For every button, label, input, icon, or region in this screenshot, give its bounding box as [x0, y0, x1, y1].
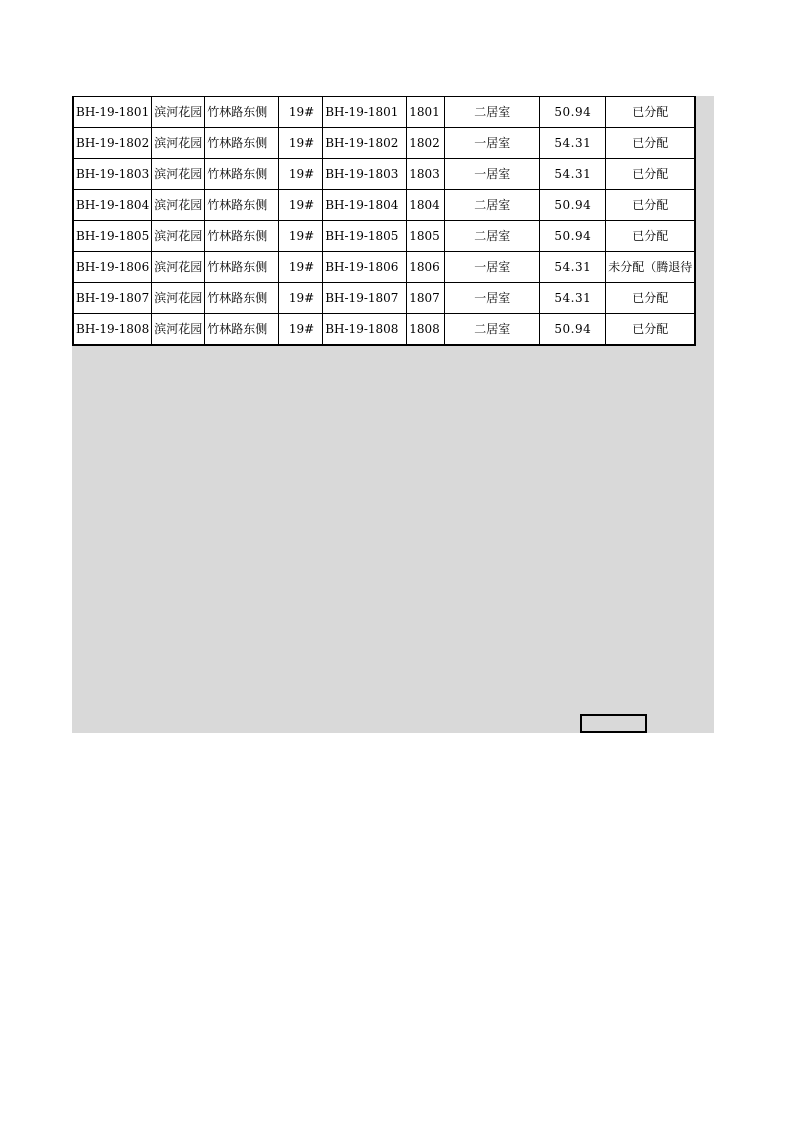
cell-code[interactable]: BH-19-1804	[73, 190, 152, 221]
cell-code[interactable]: BH-19-1808	[73, 314, 152, 345]
table-row	[73, 283, 695, 314]
cell-status[interactable]: 已分配	[606, 128, 696, 159]
cell-area[interactable]: 50.94	[540, 314, 606, 345]
cell-location[interactable]: 竹林路东侧	[205, 159, 279, 190]
cell-location[interactable]: 竹林路东侧	[205, 314, 279, 345]
cell-room[interactable]: 1802	[407, 128, 445, 159]
cell-area[interactable]: 54.31	[540, 252, 606, 283]
cell-room[interactable]: 1807	[407, 283, 445, 314]
cell-area[interactable]: 50.94	[540, 190, 606, 221]
cell-unit-code[interactable]: BH-19-1805	[323, 221, 407, 252]
table-row	[73, 190, 695, 221]
cell-code[interactable]: BH-19-1803	[73, 159, 152, 190]
cell-code[interactable]: BH-19-1801	[73, 97, 152, 128]
cell-unit-code[interactable]: BH-19-1806	[323, 252, 407, 283]
cell-location[interactable]: 竹林路东侧	[205, 221, 279, 252]
cell-community[interactable]: 滨河花园	[152, 128, 205, 159]
cell-area[interactable]: 54.31	[540, 283, 606, 314]
table-row	[73, 221, 695, 252]
cell-building[interactable]: 19#	[279, 97, 323, 128]
cell-unit-code[interactable]: BH-19-1802	[323, 128, 407, 159]
cell-location[interactable]: 竹林路东侧	[205, 252, 279, 283]
cell-unit-code[interactable]: BH-19-1801	[323, 97, 407, 128]
cell-status[interactable]: 已分配	[606, 159, 696, 190]
cell-code[interactable]: BH-19-1802	[73, 128, 152, 159]
cell-area[interactable]: 54.31	[540, 159, 606, 190]
cell-building[interactable]: 19#	[279, 314, 323, 345]
cell-location[interactable]: 竹林路东侧	[205, 97, 279, 128]
table-row	[73, 97, 695, 128]
cell-building[interactable]: 19#	[279, 221, 323, 252]
cell-room[interactable]: 1806	[407, 252, 445, 283]
cell-status[interactable]: 已分配	[606, 283, 696, 314]
cell-room[interactable]: 1804	[407, 190, 445, 221]
cell-status[interactable]: 未分配（腾退待	[606, 252, 696, 283]
cell-layout[interactable]: 二居室	[445, 97, 540, 128]
cell-layout[interactable]: 一居室	[445, 252, 540, 283]
table-row	[73, 159, 695, 190]
cell-community[interactable]: 滨河花园	[152, 283, 205, 314]
cell-building[interactable]: 19#	[279, 159, 323, 190]
cell-community[interactable]: 滨河花园	[152, 97, 205, 128]
cell-layout[interactable]: 二居室	[445, 190, 540, 221]
cell-unit-code[interactable]: BH-19-1808	[323, 314, 407, 345]
cell-building[interactable]: 19#	[279, 252, 323, 283]
cell-location[interactable]: 竹林路东侧	[205, 128, 279, 159]
cell-area[interactable]: 50.94	[540, 221, 606, 252]
table-row	[73, 314, 695, 345]
cell-room[interactable]: 1808	[407, 314, 445, 345]
cell-code[interactable]: BH-19-1807	[73, 283, 152, 314]
cell-layout[interactable]: 一居室	[445, 128, 540, 159]
cell-room[interactable]: 1801	[407, 97, 445, 128]
cell-layout[interactable]: 一居室	[445, 283, 540, 314]
cell-room[interactable]: 1805	[407, 221, 445, 252]
housing-table	[72, 96, 696, 346]
cell-unit-code[interactable]: BH-19-1803	[323, 159, 407, 190]
cell-unit-code[interactable]: BH-19-1804	[323, 190, 407, 221]
cell-code[interactable]: BH-19-1805	[73, 221, 152, 252]
cell-location[interactable]: 竹林路东侧	[205, 283, 279, 314]
cell-layout[interactable]: 二居室	[445, 314, 540, 345]
table-row	[73, 252, 695, 283]
cell-room[interactable]: 1803	[407, 159, 445, 190]
cell-community[interactable]: 滨河花园	[152, 159, 205, 190]
cell-community[interactable]: 滨河花园	[152, 190, 205, 221]
cell-status[interactable]: 已分配	[606, 97, 696, 128]
cell-area[interactable]: 50.94	[540, 97, 606, 128]
cell-community[interactable]: 滨河花园	[152, 314, 205, 345]
cell-status[interactable]: 已分配	[606, 190, 696, 221]
empty-cell-box[interactable]	[580, 714, 647, 733]
cell-community[interactable]: 滨河花园	[152, 252, 205, 283]
cell-location[interactable]: 竹林路东侧	[205, 190, 279, 221]
cell-unit-code[interactable]: BH-19-1807	[323, 283, 407, 314]
table-row	[73, 128, 695, 159]
cell-community[interactable]: 滨河花园	[152, 221, 205, 252]
cell-status[interactable]: 已分配	[606, 221, 696, 252]
cell-building[interactable]: 19#	[279, 128, 323, 159]
cell-building[interactable]: 19#	[279, 283, 323, 314]
cell-layout[interactable]: 一居室	[445, 159, 540, 190]
cell-area[interactable]: 54.31	[540, 128, 606, 159]
cell-building[interactable]: 19#	[279, 190, 323, 221]
cell-layout[interactable]: 二居室	[445, 221, 540, 252]
cell-status[interactable]: 已分配	[606, 314, 696, 345]
housing-table-body	[73, 97, 695, 345]
cell-code[interactable]: BH-19-1806	[73, 252, 152, 283]
